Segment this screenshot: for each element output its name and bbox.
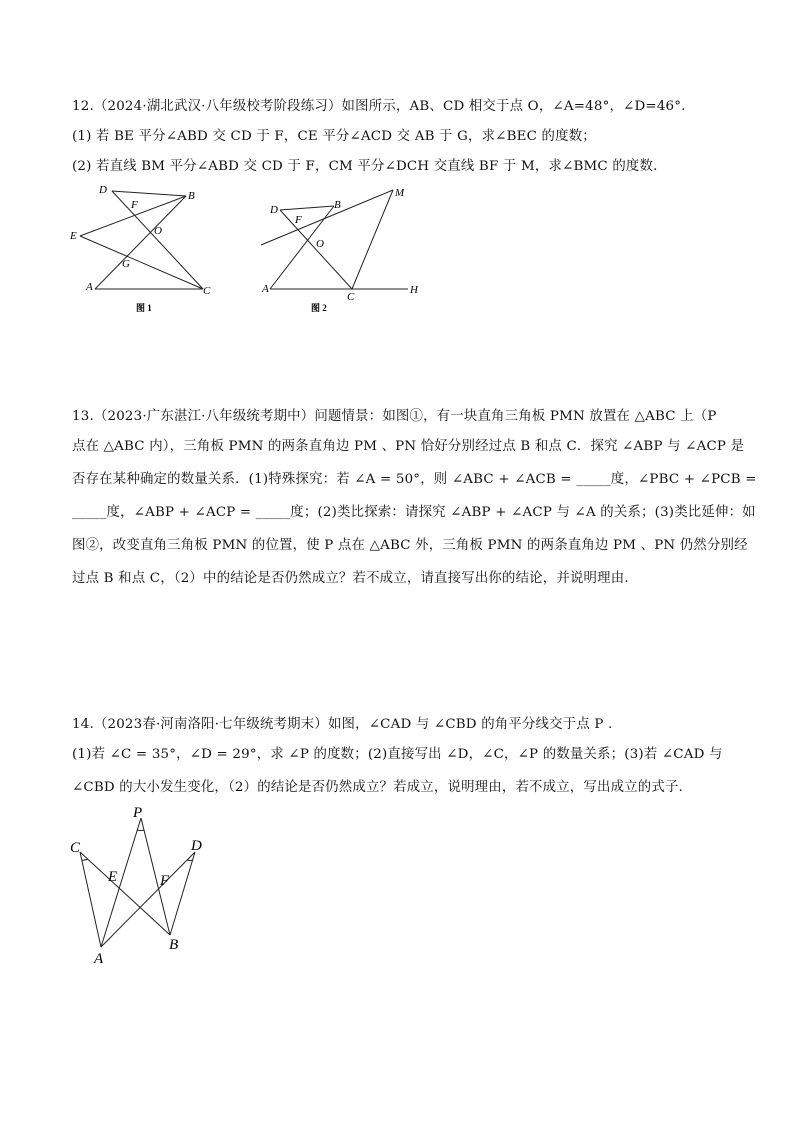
fig1-caption: 图 1 [136,303,152,313]
q12-line-1: 12.（2024·湖北武汉·八年级校考阶段练习）如图所示，AB、CD 相交于点 O，∠A=48°，∠D=46°. [72,99,686,114]
q13-line-4: _____度，∠ABP + ∠ACP = _____度；(2)类比探索：请探究 ∠ABP + ∠ACP 与 ∠A 的关系；(3)类比延伸：如 [72,505,756,520]
q14-line-2: (1)若 ∠C = 35°，∠D = 29°，求 ∠P 的度数；(2)直接写出 ∠D，∠C，∠P 的数量关系；(3)若 ∠CAD 与 [72,747,723,762]
q13-line-3: 否存在某种确定的数量关系．(1)特殊探究：若 ∠A = 50°，则 ∠ABC + ∠ACB = _____度，∠PBC + ∠PCB = [72,472,757,487]
fig2-label-H: H [410,284,418,296]
fig2-label-A: A [262,283,269,295]
fig2-label-O: O [316,238,324,250]
q14-label-P: P [133,805,143,821]
q12-line-3: (2) 若直线 BM 平分∠ABD 交 CD 于 F，CM 平分∠DCH 交直线 BF 于 M，求∠BMC 的度数. [72,159,658,174]
fig1-label-E: E [70,230,77,242]
fig1-label-A: A [86,281,93,293]
q12-line-2: (1) 若 BE 平分∠ABD 交 CD 于 F，CE 平分∠ACD 交 AB 于 G，求∠BEC 的度数； [72,129,596,144]
fig2-label-B: B [334,199,341,211]
q13-line-6: 过点 B 和点 C，（2）中的结论是否仍然成立？若不成立，请直接写出你的结论，并说明理由. [72,571,629,586]
q14-label-C: C [70,840,81,856]
q14-label-F: F [160,873,170,889]
fig2-label-M: M [395,187,405,199]
q14-label-D: D [191,838,202,854]
q13-line-2: 点在 △ABC 内），三角板 PMN 的两条直角边 PM 、PN 恰好分别经过点 B 和点 C．探究 ∠ABP 与 ∠ACP 是 [72,439,745,454]
fig2-caption: 图 2 [311,303,327,313]
q14-label-E: E [108,869,118,885]
q14-label-A: A [94,951,104,967]
q14-label-B: B [169,937,179,953]
fig1-label-O: O [154,225,162,237]
q14-line-1: 14.（2023春·河南洛阳·七年级统考期末）如图，∠CAD 与 ∠CBD 的角平分线交于点 P . [72,717,613,732]
fig2-label-D: D [270,204,278,216]
q14-line-3: ∠CBD 的大小发生变化，（2）的结论是否仍然成立？若成立，说明理由，若不成立，写出成立的式子. [72,780,683,795]
q12-figure-1 [60,178,230,318]
fig2-label-C: C [347,291,355,303]
q14-figure [60,795,230,970]
q13-line-5: 图②，改变直角三角板 PMN 的位置，使 P 点在 △ABC 外，三角板 PMN 的两条直角边 PM 、PN 仍然分别经 [72,538,748,553]
fig1-label-G: G [122,258,130,270]
q13-line-1: 13.（2023·广东湛江·八年级统考期中）问题情景：如图①，有一块直角三角板 PMN 放置在 △ABC 上（P [72,409,717,424]
fig1-label-C: C [203,285,211,297]
fig1-label-F: F [131,199,138,211]
fig2-label-F: F [295,214,302,226]
fig1-label-B: B [188,190,195,202]
q12-figure-2 [250,180,430,320]
fig1-label-D: D [99,184,107,196]
